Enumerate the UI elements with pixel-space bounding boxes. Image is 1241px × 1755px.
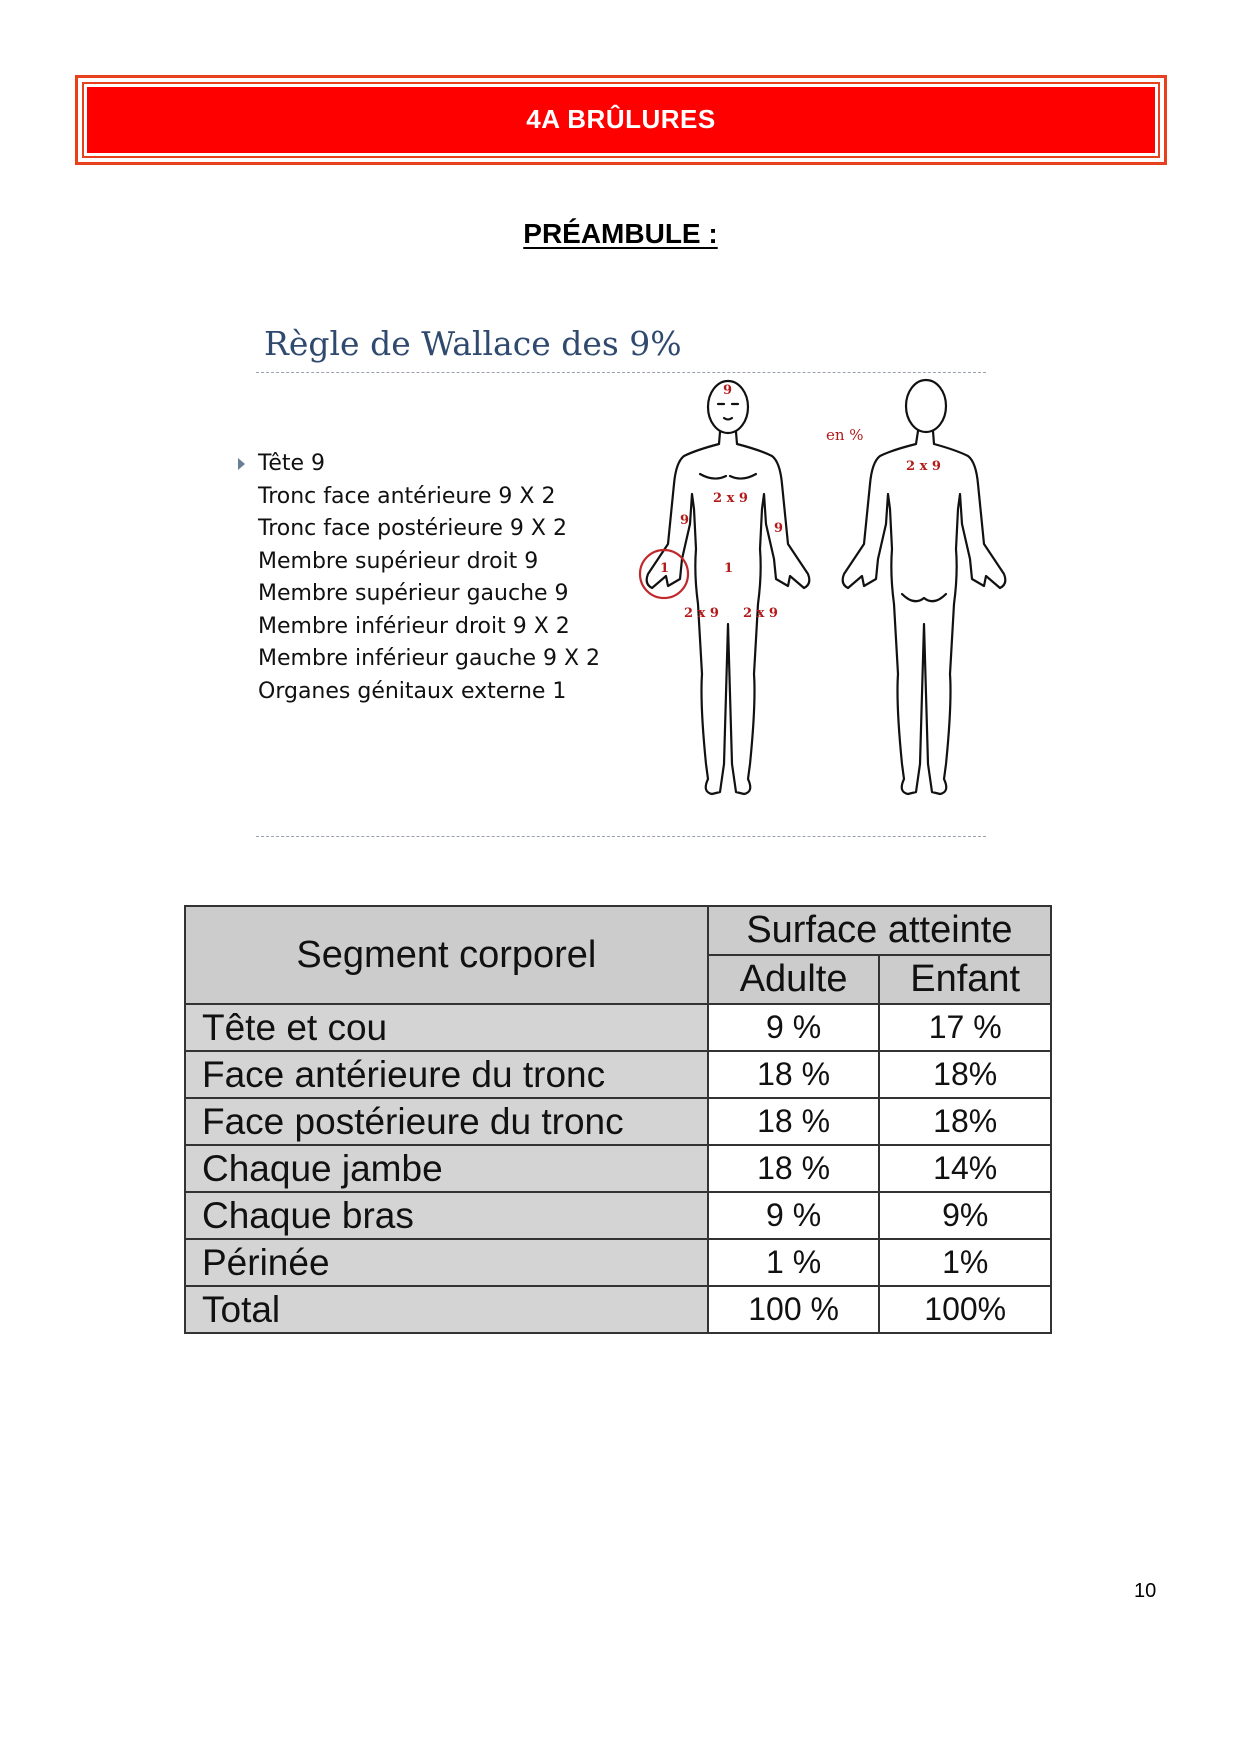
list-item: Membre supérieur droit 9 (258, 548, 539, 574)
page-title: 4A BRÛLURES (526, 104, 716, 134)
page-number: 10 (1134, 1580, 1157, 1602)
header-child: Enfant (879, 955, 1051, 1004)
row-child: 18% (879, 1051, 1051, 1098)
row-segment: Périnée (185, 1239, 708, 1286)
back-body-outline (843, 380, 1006, 794)
label-trunk: 2 x 9 (713, 491, 748, 506)
wallace-slide (226, 272, 1026, 874)
row-segment: Chaque jambe (185, 1145, 708, 1192)
unit-label: en % (826, 426, 864, 444)
slide-bullet-list (258, 448, 600, 708)
list-item: Membre inférieur droit 9 X 2 (258, 613, 570, 639)
label-leg-right: 2 x 9 (684, 606, 719, 621)
table-row (185, 1239, 1051, 1286)
triangle-bullet-icon (238, 458, 245, 470)
row-segment: Face antérieure du tronc (185, 1051, 708, 1098)
row-adult: 9 % (708, 1004, 880, 1051)
row-adult: 1 % (708, 1239, 880, 1286)
slide-divider-bottom (256, 836, 986, 837)
row-child: 14% (879, 1145, 1051, 1192)
row-child: 1% (879, 1239, 1051, 1286)
label-head: 9 (723, 383, 733, 398)
list-item: Organes génitaux externe 1 (258, 678, 567, 704)
banner-fill (87, 87, 1155, 153)
header-banner (75, 75, 1167, 165)
label-palm: 1 (660, 561, 670, 576)
table-row (185, 1004, 1051, 1051)
table-row (185, 1192, 1051, 1239)
list-item: Tête 9 (258, 448, 600, 481)
row-adult: 100 % (708, 1286, 880, 1333)
row-child: 18% (879, 1098, 1051, 1145)
front-body-outline (647, 381, 810, 794)
row-segment: Tête et cou (185, 1004, 708, 1051)
list-item: Tronc face antérieure 9 X 2 (258, 483, 556, 509)
header-adult: Adulte (708, 955, 880, 1004)
label-arm-left: 9 (774, 521, 784, 536)
row-child: 17 % (879, 1004, 1051, 1051)
body-diagram (596, 374, 1016, 824)
label-arm-right: 9 (680, 513, 690, 528)
row-adult: 9 % (708, 1192, 880, 1239)
list-item: Membre supérieur gauche 9 (258, 581, 569, 606)
list-item: Membre inférieur gauche 9 X 2 (258, 646, 601, 671)
row-adult: 18 % (708, 1145, 880, 1192)
header-surface: Surface atteinte (708, 906, 1051, 955)
row-adult: 18 % (708, 1098, 880, 1145)
preamble-heading: PRÉAMBULE : (523, 218, 718, 249)
label-back: 2 x 9 (906, 459, 941, 474)
burn-surface-table (184, 905, 1052, 1334)
row-segment: Face postérieure du tronc (185, 1098, 708, 1145)
slide-divider-top (256, 372, 986, 373)
header-segment: Segment corporel (185, 906, 708, 1004)
list-item: Tronc face postérieure 9 X 2 (258, 516, 567, 541)
table-row (185, 1286, 1051, 1333)
slide-title: Règle de Wallace des 9% (264, 324, 682, 363)
row-child: 100% (879, 1286, 1051, 1333)
row-adult: 18 % (708, 1051, 880, 1098)
table-row (185, 1145, 1051, 1192)
row-child: 9% (879, 1192, 1051, 1239)
table-row (185, 1051, 1051, 1098)
label-genitals: 1 (724, 561, 734, 576)
label-leg-left: 2 x 9 (743, 606, 778, 621)
table-row (185, 1098, 1051, 1145)
row-segment: Total (185, 1286, 708, 1333)
row-segment: Chaque bras (185, 1192, 708, 1239)
